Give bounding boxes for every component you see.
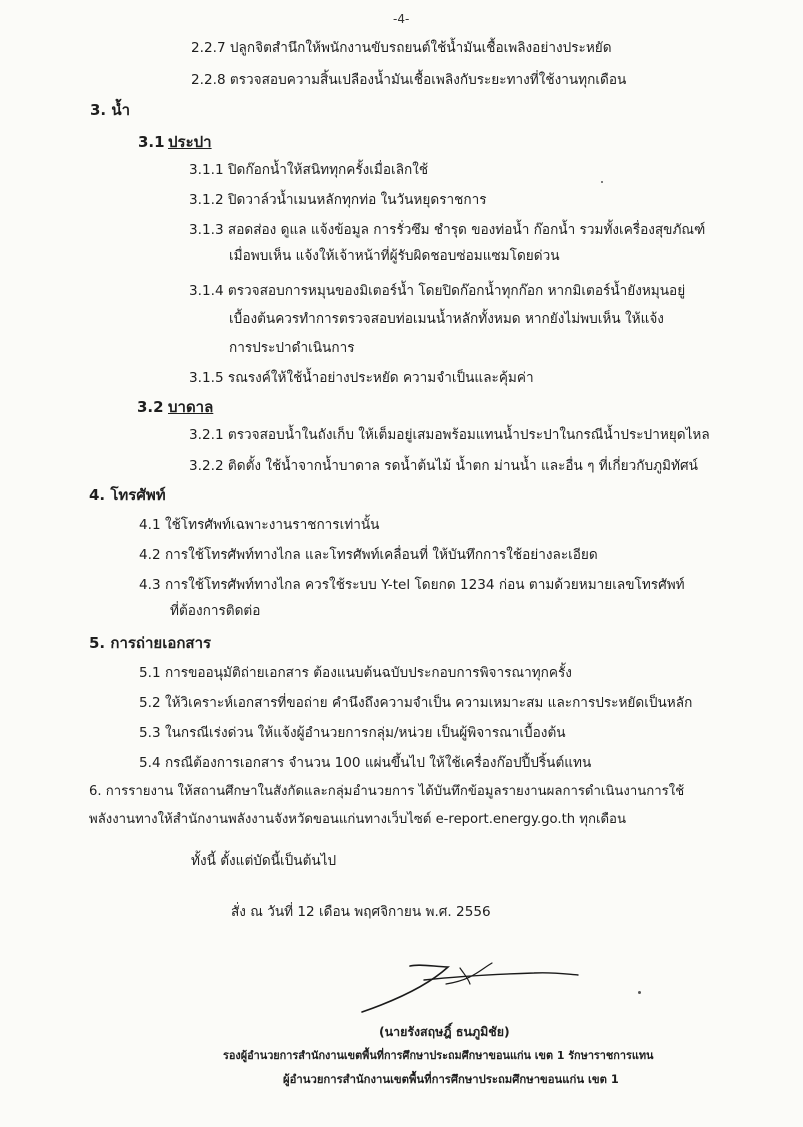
item-4-3: 4.3 การใช้โทรศัพท์ทางไกล ควรใช้ระบบ Y-tel โดยกด 1234 ก่อน ตามด้วยหมายเลขโทรศัพท์: [139, 577, 685, 593]
section-5-heading: 5. การถ่ายเอกสาร: [89, 634, 212, 652]
item-3-1-4-cont: เบื้องต้นควรทำการตรวจสอบท่อเมนน้ำหลักทั้งหมด หากยังไม่พบเห็น ให้แจ้ง: [229, 311, 664, 327]
item-2-2-7: 2.2.7 ปลูกจิตสำนึกให้พนักงานขับรถยนต์ใช้น้ำมันเชื้อเพลิงอย่างประหยัด: [191, 40, 612, 56]
section-3-2-number: 3.2: [137, 398, 164, 416]
section-3-1-title: ประปา: [168, 133, 212, 151]
item-4-2: 4.2 การใช้โทรศัพท์ทางไกล และโทรศัพท์เคลื่อนที่ ให้บันทึกการใช้อย่างละเอียด: [139, 547, 598, 563]
ink-speck: [638, 991, 641, 994]
section-4-heading: 4. โทรศัพท์: [89, 486, 166, 504]
item-3-1-4: 3.1.4 ตรวจสอบการหมุนของมิเตอร์น้ำ โดยปิดก๊อกน้ำทุกก๊อก หากมิเตอร์น้ำยังหมุนอยู่: [189, 283, 686, 299]
section-6-line2: พลังงานทางให้สำนักงานพลังงานจังหวัดขอนแก่นทางเว็บไซต์ e-report.energy.go.th ทุกเดือน: [89, 812, 626, 827]
item-2-2-8: 2.2.8 ตรวจสอบความสิ้นเปลืองน้ำมันเชื้อเพลิงกับระยะทางที่ใช้งานทุกเดือน: [191, 72, 627, 88]
item-5-1: 5.1 การขออนุมัติถ่ายเอกสาร ต้องแนบต้นฉบับประกอบการพิจารณาทุกครั้ง: [139, 665, 572, 681]
item-5-2: 5.2 ให้วิเคราะห์เอกสารที่ขอถ่าย คำนึงถึงความจำเป็น ความเหมาะสม และการประหยัดเป็นหลัก: [139, 695, 693, 711]
handwritten-signature: [352, 960, 652, 1020]
effective-statement: ทั้งนี้ ตั้งแต่บัดนี้เป็นต้นไป: [191, 853, 337, 869]
item-5-4: 5.4 กรณีต้องการเอกสาร จำนวน 100 แผ่นขึ้นไป ให้ใช้เครื่องก๊อปปี้ปริ้นต์แทน: [139, 755, 592, 771]
item-3-2-2: 3.2.2 ติดตั้ง ใช้น้ำจากน้ำบาดาล รดน้ำต้นไม้ น้ำตก ม่านน้ำ และอื่น ๆ ที่เกี่ยวกับภูมิทัศน์: [189, 458, 698, 474]
signer-position-line2: ผู้อำนวยการสำนักงานเขตพื้นที่การศึกษาประถมศึกษาขอนแก่น เขต 1: [283, 1073, 619, 1086]
section-6-line1: 6. การรายงาน ให้สถานศึกษาในสังกัดและกลุ่มอำนวยการ ได้บันทึกข้อมูลรายงานผลการดำเนินงานการใช้: [89, 784, 685, 799]
item-3-1-1: 3.1.1 ปิดก๊อกน้ำให้สนิททุกครั้งเมื่อเลิกใช้: [189, 162, 429, 178]
item-3-1-4-cont2: การประปาดำเนินการ: [229, 340, 355, 356]
item-3-2-1: 3.2.1 ตรวจสอบน้ำในถังเก็บ ให้เต็มอยู่เสมอพร้อมแทนน้ำประปาในกรณีน้ำประปาหยุดไหล: [189, 427, 710, 443]
item-3-1-3-cont: เมื่อพบเห็น แจ้งให้เจ้าหน้าที่ผู้รับผิดชอบซ่อมแซมโดยด่วน: [229, 248, 560, 264]
item-4-3-cont: ที่ต้องการติดต่อ: [170, 603, 261, 619]
item-4-1: 4.1 ใช้โทรศัพท์เฉพาะงานราชการเท่านั้น: [139, 517, 380, 533]
section-3-heading: 3. น้ำ: [90, 101, 131, 119]
page-number: -4-: [393, 12, 410, 26]
signer-name: (นายรังสฤษฎิ์ ธนภูมิชัย): [379, 1024, 510, 1039]
item-3-1-3: 3.1.3 สอดส่อง ดูแล แจ้งข้อมูล การรั่วซึม ชำรุด ของท่อน้ำ ก๊อกน้ำ รวมทั้งเครื่องสุขภัณฑ์: [189, 222, 706, 238]
section-3-1-number: 3.1: [138, 133, 165, 151]
item-5-3: 5.3 ในกรณีเร่งด่วน ให้แจ้งผู้อำนวยการกลุ่ม/หน่วย เป็นผู้พิจารณาเบื้องต้น: [139, 725, 566, 741]
ink-speck: [601, 181, 603, 183]
signer-position-line1: รองผู้อำนวยการสำนักงานเขตพื้นที่การศึกษาประถมศึกษาขอนแก่น เขต 1 รักษาราชการแทน: [223, 1049, 654, 1062]
section-3-2-title: บาดาล: [168, 398, 214, 416]
item-3-1-2: 3.1.2 ปิดวาล์วน้ำเมนหลักทุกท่อ ในวันหยุดราชการ: [189, 192, 487, 208]
item-3-1-5: 3.1.5 รณรงค์ให้ใช้น้ำอย่างประหยัด ความจำเป็นและคุ้มค่า: [189, 370, 534, 386]
order-date: สั่ง ณ วันที่ 12 เดือน พฤศจิกายน พ.ศ. 2556: [231, 904, 491, 920]
